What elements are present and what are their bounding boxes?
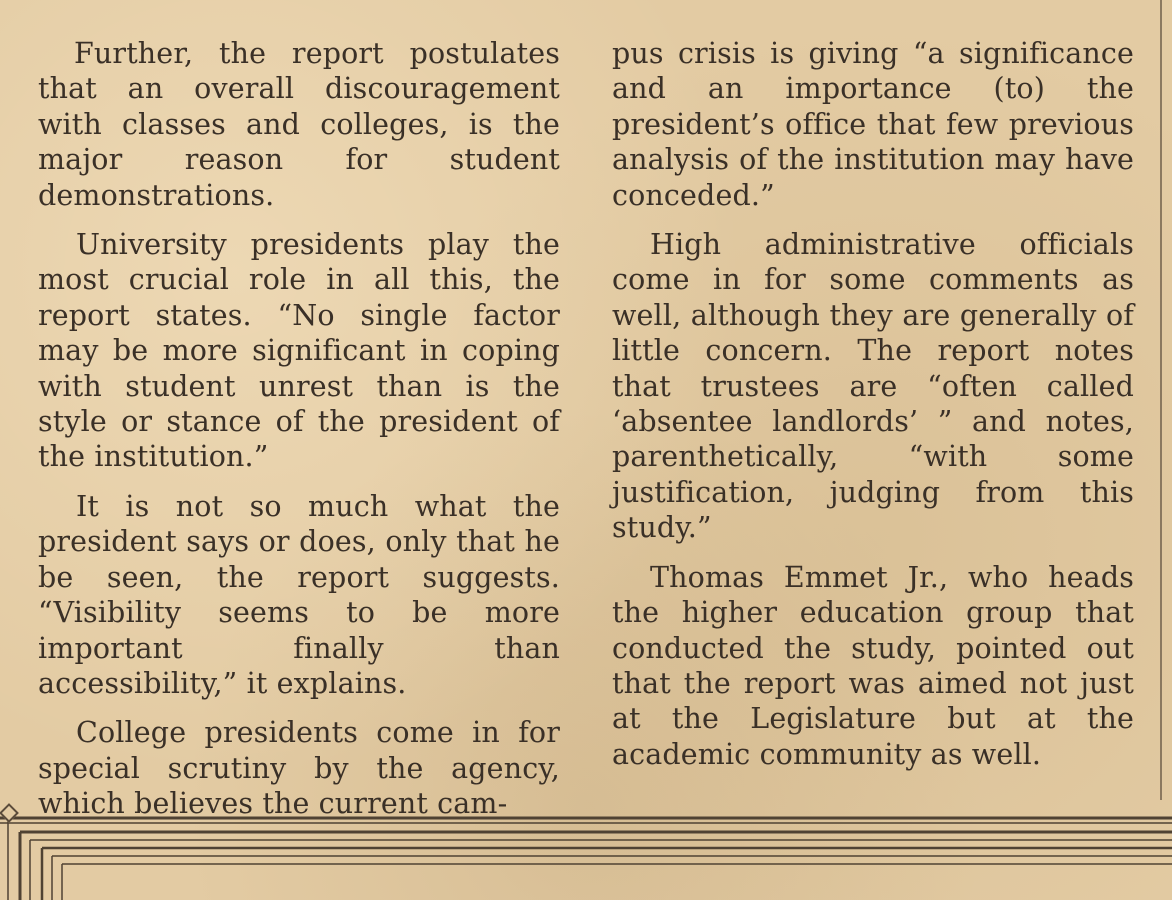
- decorative-border: [0, 800, 1172, 900]
- paragraph-discouragement: Further, the report postulates that an overall discouragement with classes and colleges, is the major reason for student demonstrations.: [38, 37, 560, 212]
- paragraph-campus-crisis: pus crisis is giving “a significance and an importance (to) the president’s office that few previous analysis of the institution may have conceded.”: [612, 37, 1134, 212]
- column-rule: [1160, 0, 1162, 800]
- paragraph-thomas-emmet: Thomas Emmet Jr., who heads the higher education group that conducted the study, pointed out that the report was aimed not just at the Legislature but at the academic community as well.: [612, 560, 1134, 771]
- right-column: [612, 36, 1134, 786]
- paragraph-college-presidents: College presidents come in for special scrutiny by the agency, which believes the current cam-: [38, 716, 560, 821]
- paragraph-university-presidents: University presidents play the most crucial role in all this, the report states. “No single factor may be more significant in coping with student unrest than is the style or stance of the president of the institution.”: [38, 228, 560, 474]
- paragraph-visibility: It is not so much what the president says or does, only that he be seen, the report suggests. “Visibility seems to be more important finally than accessibility,” it explains.: [38, 489, 560, 700]
- left-column: [38, 36, 560, 836]
- paragraph-administrative-officials: High administrative officials come in for some comments as well, although they are generally of little concern. The report notes that trustees are “often called ‘absentee landlords’ ” and notes, parenthetically, “with some justification, judging from this study.”: [612, 228, 1134, 545]
